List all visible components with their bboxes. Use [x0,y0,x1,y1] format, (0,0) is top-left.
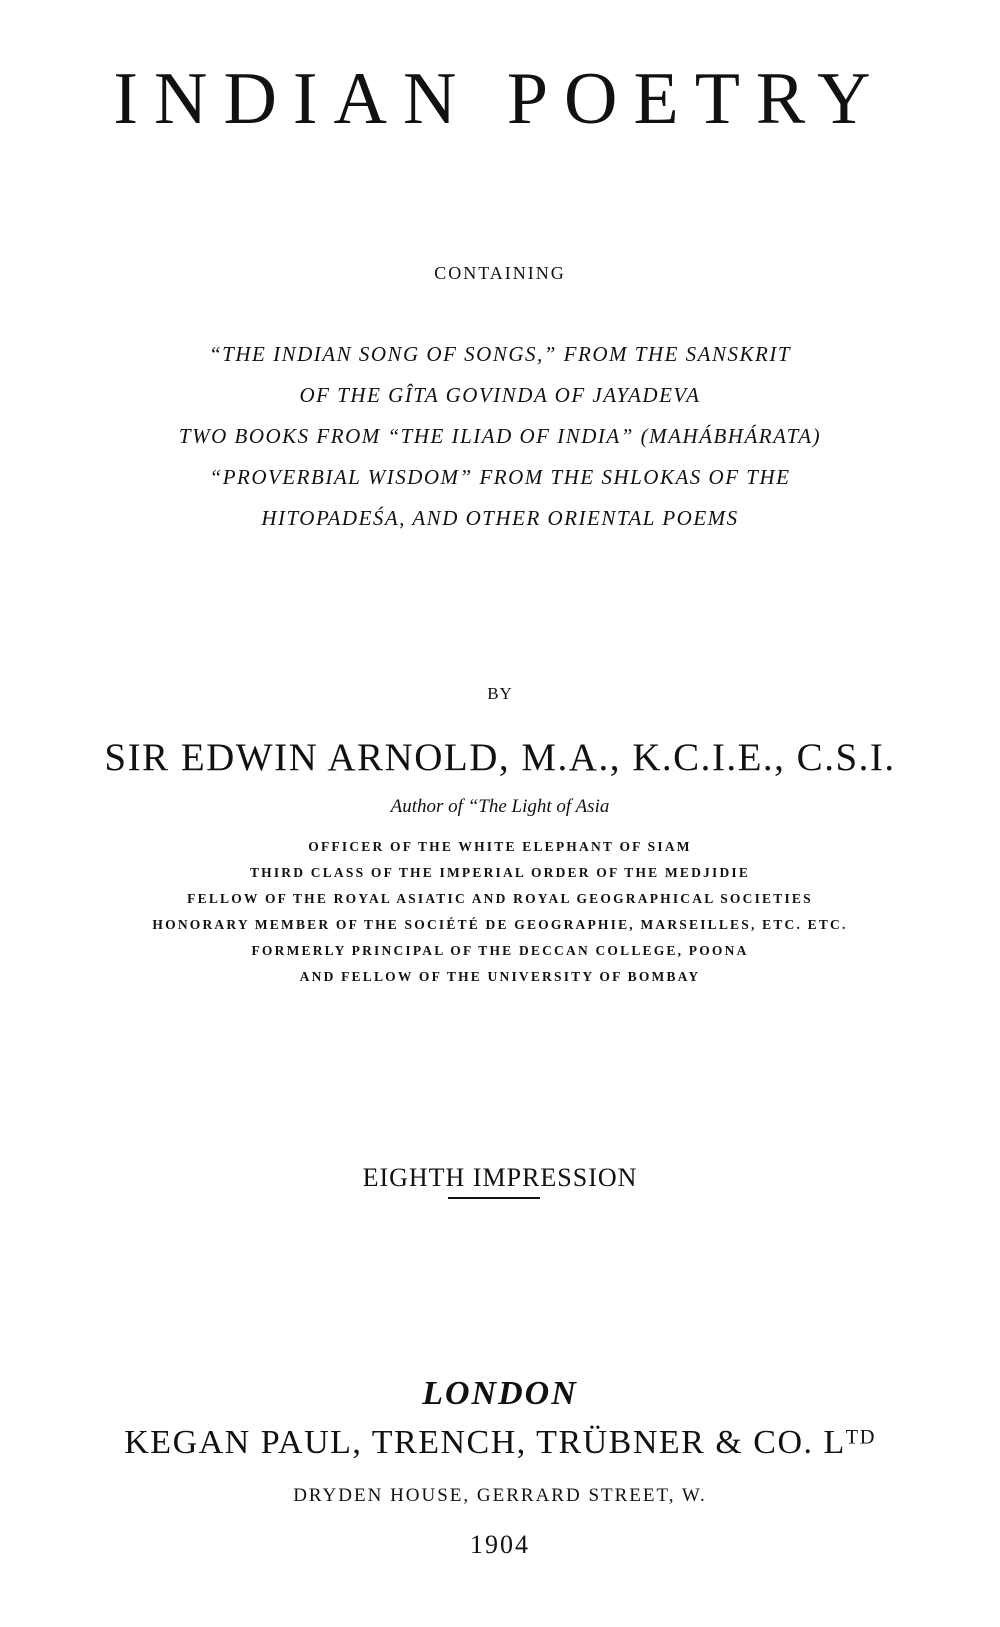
publisher-name: KEGAN PAUL, TRENCH, TRÜBNER & CO. Lᵀᴰ [124,1424,876,1461]
edition-underline [448,1197,540,1199]
containing-label: CONTAINING [434,263,566,283]
honour-line: THIRD CLASS OF THE IMPERIAL ORDER OF THE MEDJIDIE [249,865,751,880]
edition-label: EIGHTH IMPRESSION [362,1163,638,1192]
contents-line: TWO BOOKS FROM “THE ILIAD OF INDIA” (MAHÁBHÁRATA) [178,424,822,448]
contents-line: “THE INDIAN SONG OF SONGS,” FROM THE SANSKRIT [208,342,792,366]
publication-place: LONDON [422,1375,578,1412]
honour-line: HONORARY MEMBER OF THE SOCIÉTÉ DE GEOGRAPHIE, MARSEILLES, ETC. ETC. [152,917,848,932]
publication-year: 1904 [470,1530,530,1559]
contents-line: HITOPADEŚA, AND OTHER ORIENTAL POEMS [261,506,739,530]
contents-line: “PROVERBIAL WISDOM” FROM THE SHLOKAS OF THE [209,465,791,489]
by-label: BY [487,684,513,703]
author-honours [0,834,1000,990]
contents-line: OF THE GÎTA GOVINDA OF JAYADEVA [299,383,701,407]
publisher-address: DRYDEN HOUSE, GERRARD STREET, W. [293,1485,707,1506]
book-title: INDIAN POETRY [113,58,887,140]
author-credit: Author of “The Light of Asia [390,796,610,817]
honour-line: FORMERLY PRINCIPAL OF THE DECCAN COLLEGE, POONA [251,943,749,958]
contents-description [0,334,1000,539]
honour-line: OFFICER OF THE WHITE ELEPHANT OF SIAM [308,839,692,854]
honour-line: AND FELLOW OF THE UNIVERSITY OF BOMBAY [299,969,701,984]
honour-line: FELLOW OF THE ROYAL ASIATIC AND ROYAL GEOGRAPHICAL SOCIETIES [187,891,813,906]
author-name: SIR EDWIN ARNOLD, M.A., K.C.I.E., C.S.I. [104,736,896,779]
